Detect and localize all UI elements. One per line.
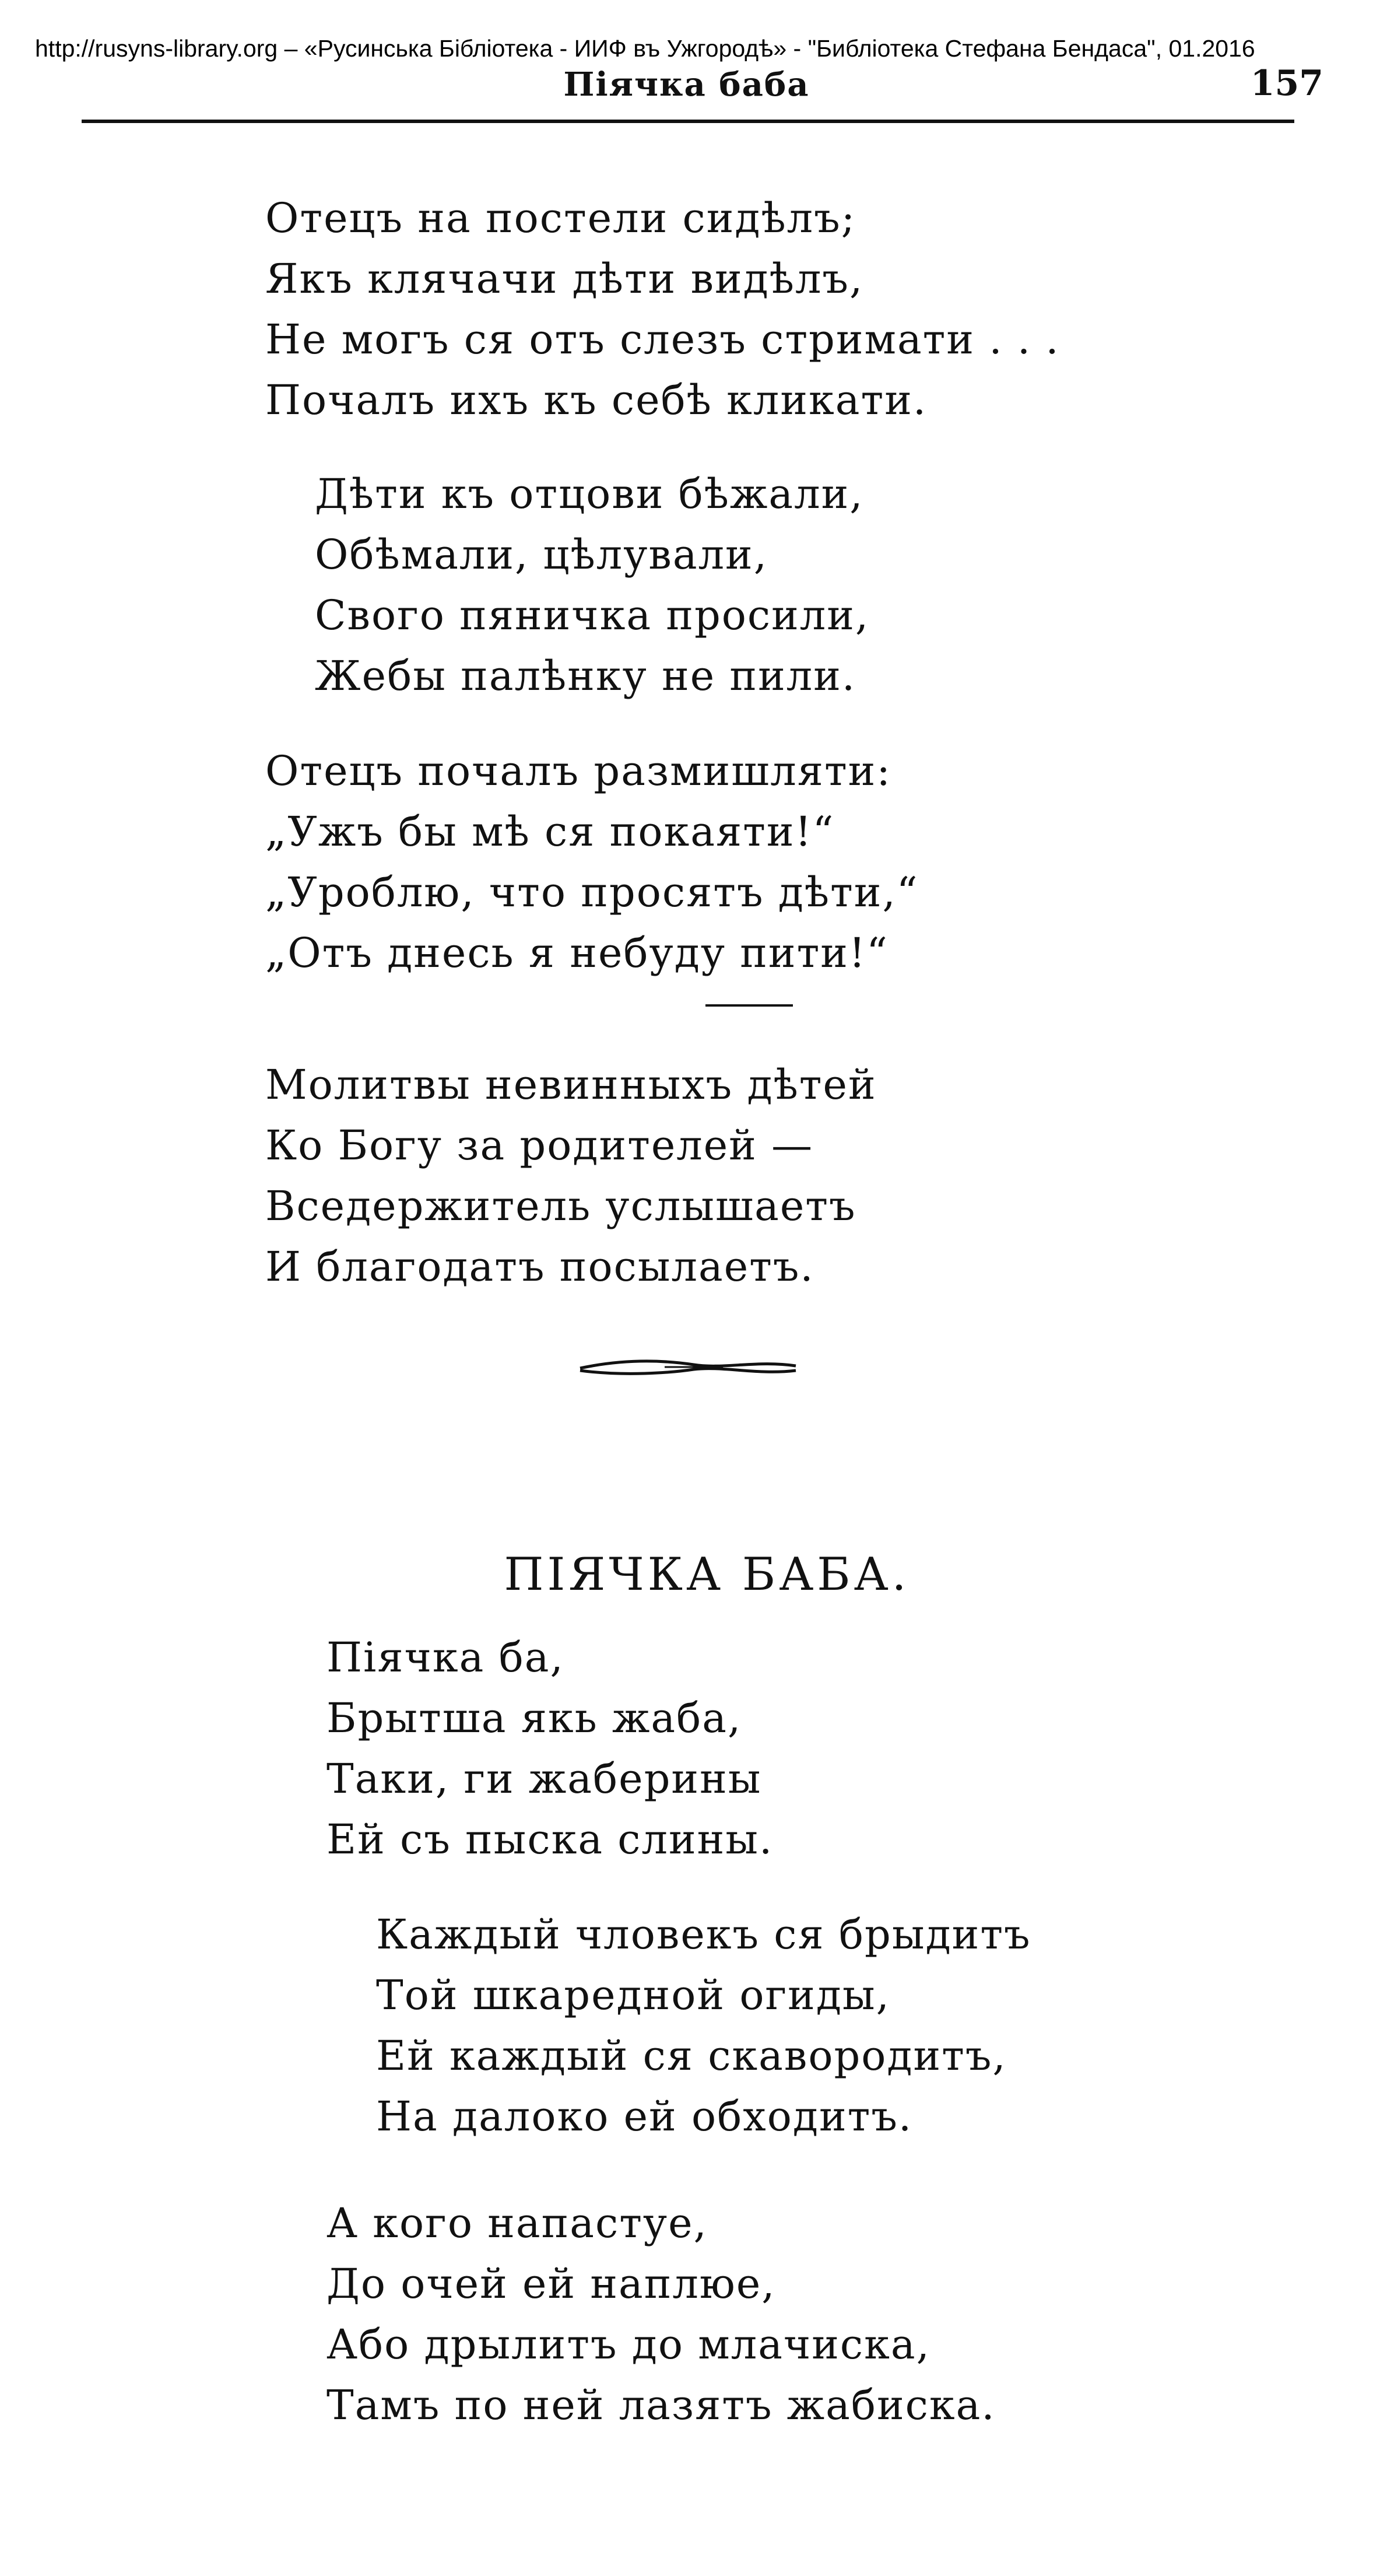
poem-line: Той шкаредной огиды, xyxy=(376,1971,890,2019)
poem-line: Тамъ по ней лазятъ жабиска. xyxy=(326,2381,996,2429)
poem-line: Якъ клячачи дѣти видѣлъ, xyxy=(265,255,864,303)
poem-line: Дѣти къ отцови бѣжали, xyxy=(315,470,864,518)
poem-line: Почалъ ихъ къ себѣ кликати. xyxy=(265,376,928,424)
poem-line: „Отъ днесь я небуду пити!“ xyxy=(265,929,889,977)
poem-line: И благодатъ посылаетъ. xyxy=(265,1243,814,1291)
poem-line: Отецъ почалъ размишляти: xyxy=(265,747,891,795)
poem2-stanza-3 xyxy=(326,2193,996,2435)
poem1-stanza-4 xyxy=(265,1054,877,1297)
source-url-line: http://rusyns-library.org – «Русинська Бібліотека - ИИФ въ Ужгородѣ» - "Библіотека Стефана Бендаса", 01.2016 xyxy=(35,35,1255,62)
poem-line: Обѣмали, цѣлували, xyxy=(315,531,768,579)
running-title: Піячка баба xyxy=(563,65,810,104)
poem-line: Жебы палѣнку не пили. xyxy=(315,652,856,700)
poem1-stanza-1 xyxy=(265,188,1060,430)
poem1-stanza-2 xyxy=(315,464,869,706)
decorative-swash-icon xyxy=(577,1353,799,1382)
poem2-stanza-1 xyxy=(326,1627,773,1870)
poem-line: „Ужъ бы мѣ ся покаяти!“ xyxy=(265,808,835,856)
poem-line: Не могъ ся отъ слезъ стримати . . . xyxy=(265,316,1060,363)
poem-line: Молитвы невинныхъ дѣтей xyxy=(265,1061,877,1109)
poem-line: Ей съ пыска слины. xyxy=(326,1816,774,1863)
poem-line: Отецъ на постели сидѣлъ; xyxy=(265,194,856,242)
poem-line: Свого пяничка просили, xyxy=(315,591,870,639)
poem-line: Вседержитель услышаетъ xyxy=(265,1182,856,1230)
poem1-stanza-3 xyxy=(265,741,918,983)
poem-line: Піячка ба, xyxy=(326,1634,564,1681)
poem-line: На далоко ей обходитъ. xyxy=(376,2093,913,2140)
poem-title: ПІЯЧКА БАБА. xyxy=(504,1548,910,1601)
page-number: 157 xyxy=(1250,63,1323,104)
poem-line: Каждый чловекъ ся брыдитъ xyxy=(376,1911,1031,1958)
poem-line: А кого напастуе, xyxy=(326,2199,708,2247)
header-rule xyxy=(82,120,1294,123)
poem2-stanza-2 xyxy=(376,1904,1031,2147)
poem-line: Або дрылитъ до млачиска, xyxy=(326,2321,930,2368)
poem-line: До очей ей наплюе, xyxy=(326,2260,776,2308)
poem-line: Ко Богу за родителей — xyxy=(265,1121,814,1169)
section-divider xyxy=(705,1004,793,1007)
poem-line: Брытша якь жаба, xyxy=(326,1694,742,1742)
poem-line: Таки, ги жаберины xyxy=(326,1755,762,1803)
poem-line: Ей каждый ся скавородитъ, xyxy=(376,2032,1007,2080)
poem-line: „Уроблю, что просятъ дѣти,“ xyxy=(265,868,919,916)
